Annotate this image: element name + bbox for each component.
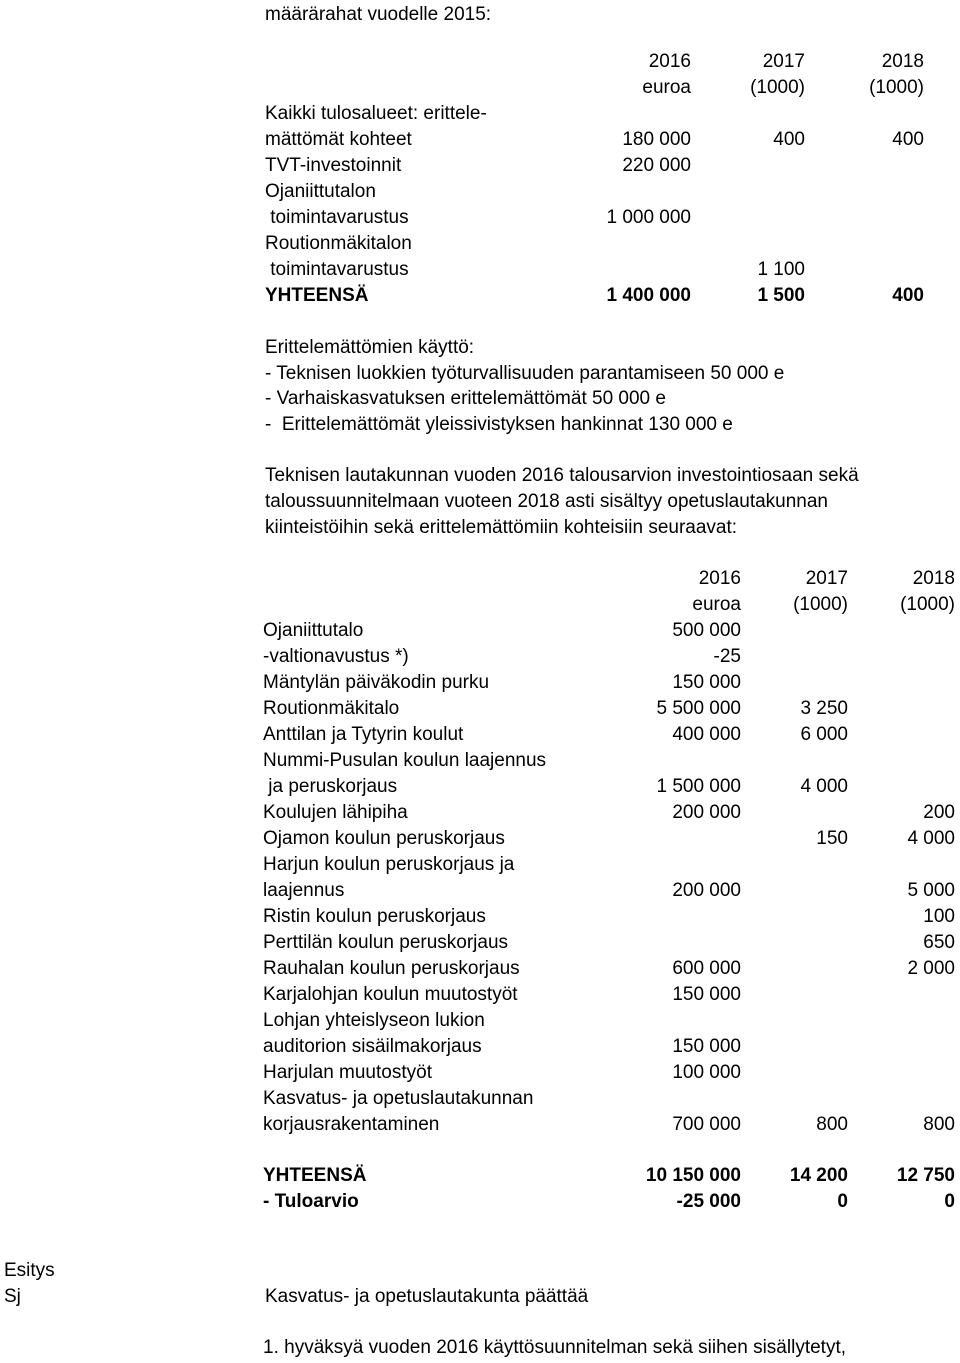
cell-2017: 2017 [805, 568, 848, 589]
cell-2016: 100 000 [672, 1062, 741, 1083]
cell-2017: 14 200 [789, 1165, 848, 1186]
row-label: YHTEENSÄ [265, 285, 369, 306]
cell-2018: 400 [892, 129, 924, 150]
usage-title: Erittelemättömien käyttö: [265, 337, 475, 358]
cell-2017: 800 [816, 1114, 848, 1135]
cell-2016: -25 [713, 646, 741, 667]
decision-text: Kasvatus- ja opetuslautakunta päättää [265, 1286, 589, 1307]
table-row [263, 696, 956, 722]
header-years [263, 566, 956, 592]
table-row [263, 982, 956, 1008]
row-label: laajennus [263, 880, 345, 901]
row-label: TVT-investoinnit [265, 155, 402, 176]
usage-item: - Teknisen luokkien työturvallisuuden parantamiseen 50 000 e [265, 363, 785, 384]
cell-2018: 200 [923, 802, 955, 823]
investment-table [263, 566, 956, 1216]
row-label: Kasvatus- ja opetuslautakunnan [263, 1088, 534, 1109]
row-label: -valtionavustus *) [263, 646, 409, 667]
header-units [263, 592, 956, 618]
row-label: Anttilan ja Tytyrin koulut [263, 724, 464, 745]
row-label: YHTEENSÄ [263, 1165, 367, 1186]
cell-2016: 10 150 000 [645, 1165, 741, 1186]
cell-2018: 0 [944, 1191, 955, 1212]
cell-2016: -25 000 [676, 1191, 741, 1212]
cell-2018: 5 000 [907, 880, 955, 901]
table-row [265, 127, 925, 153]
cell-2018: 650 [923, 932, 955, 953]
cell-2017: 0 [837, 1191, 848, 1212]
table-row [263, 722, 956, 748]
paragraph-line: Teknisen lautakunnan vuoden 2016 talousarvion investointiosaan sekä [265, 465, 859, 486]
cell-2017: 6 000 [800, 724, 848, 745]
table-row [265, 153, 925, 179]
row-label: mättömät kohteet [265, 129, 412, 150]
cell-2018: 4 000 [907, 828, 955, 849]
row-label: Nummi-Pusulan koulun laajennus [263, 750, 547, 771]
cell-2016: 1 000 000 [606, 207, 691, 228]
table-row [263, 1086, 956, 1112]
header-years [265, 49, 925, 75]
row-label: Lohjan yhteislyseon lukion [263, 1010, 485, 1031]
cell-2018: 12 750 [896, 1165, 955, 1186]
total-row [263, 1163, 956, 1189]
cell-2017: 3 250 [800, 698, 848, 719]
cell-2016: 5 500 000 [656, 698, 741, 719]
table-row [263, 930, 956, 956]
row-label: Karjalohjan koulun muutostyöt [263, 984, 518, 1005]
cell-2018: (1000) [900, 594, 955, 615]
cell-2018: 2018 [912, 568, 955, 589]
table-row [265, 231, 925, 257]
cell-2016: 200 000 [672, 880, 741, 901]
cell-2016: 700 000 [672, 1114, 741, 1135]
table-row [263, 904, 956, 930]
table-row [263, 1034, 956, 1060]
table-row [263, 748, 956, 774]
row-label: Harjun koulun peruskorjaus ja [263, 854, 515, 875]
row-label: Koulujen lähipiha [263, 802, 408, 823]
esitys-label: Esitys [4, 1260, 55, 1281]
row-label: Ojaniittutalo [263, 620, 364, 641]
cell-2017: (1000) [750, 77, 805, 98]
row-label: korjausrakentaminen [263, 1114, 440, 1135]
cell-2016: 1 400 000 [606, 285, 691, 306]
cell-2016: 150 000 [672, 984, 741, 1005]
cell-2016: 150 000 [672, 1036, 741, 1057]
cell-2016: 200 000 [672, 802, 741, 823]
paragraph-line: taloussuunnitelmaan vuoteen 2018 asti sisältyy opetuslautakunnan [265, 491, 828, 512]
row-label: Perttilän koulun peruskorjaus [263, 932, 509, 953]
heading: määrärahat vuodelle 2015: [265, 4, 492, 25]
table-row [265, 257, 925, 283]
row-label: Rauhalan koulun peruskorjaus [263, 958, 520, 979]
table-row [263, 670, 956, 696]
cell-2016: 1 500 000 [656, 776, 741, 797]
table-row [263, 1112, 956, 1138]
row-label: Ojaniittutalon [265, 181, 376, 202]
table-row [265, 101, 925, 127]
table-row [263, 956, 956, 982]
cell-2016: 2016 [698, 568, 741, 589]
cell-2017: 1 100 [757, 259, 805, 280]
cell-2017: 2017 [762, 51, 805, 72]
table-row [263, 1008, 956, 1034]
row-label: Routionmäkitalo [263, 698, 400, 719]
decision-item-1: 1. hyväksyä vuoden 2016 käyttösuunnitelman sekä siihen sisällytetyt, [263, 1337, 846, 1358]
row-label: Harjulan muutostyöt [263, 1062, 432, 1083]
row-label: Ristin koulun peruskorjaus [263, 906, 486, 927]
table-row [265, 205, 925, 231]
total-row [263, 1189, 956, 1215]
table-row [263, 800, 956, 826]
table-row [263, 774, 956, 800]
table-row [263, 826, 956, 852]
table-row [263, 878, 956, 904]
allocation-table-2015 [265, 49, 925, 319]
row-label: ja peruskorjaus [263, 776, 398, 797]
table-row [263, 852, 956, 878]
cell-2016: 400 000 [672, 724, 741, 745]
cell-2016: euroa [642, 77, 691, 98]
row-label: auditorion sisäilmakorjaus [263, 1036, 482, 1057]
cell-2018: 400 [892, 285, 924, 306]
row-label: - Tuloarvio [263, 1191, 359, 1212]
cell-2018: 800 [923, 1114, 955, 1135]
cell-2016: 600 000 [672, 958, 741, 979]
cell-2017: 4 000 [800, 776, 848, 797]
usage-item: - Erittelemättömät yleissivistyksen hankinnat 130 000 e [265, 414, 733, 435]
cell-2018: (1000) [869, 77, 924, 98]
cell-2017: 400 [773, 129, 805, 150]
cell-2016: 150 000 [672, 672, 741, 693]
cell-2018: 100 [923, 906, 955, 927]
table-row [263, 1060, 956, 1086]
table-row [265, 179, 925, 205]
cell-2017: 1 500 [757, 285, 805, 306]
table-row [263, 618, 956, 644]
cell-2017: (1000) [793, 594, 848, 615]
row-label: Ojamon koulun peruskorjaus [263, 828, 505, 849]
cell-2018: 2 000 [907, 958, 955, 979]
row-label: Routionmäkitalon [265, 233, 412, 254]
total-row [265, 283, 925, 309]
row-label: toimintavarustus [265, 259, 409, 280]
row-label: toimintavarustus [265, 207, 409, 228]
header-units [265, 75, 925, 101]
cell-2016: 220 000 [622, 155, 691, 176]
cell-2016: 500 000 [672, 620, 741, 641]
cell-2017: 150 [816, 828, 848, 849]
usage-item: - Varhaiskasvatuksen erittelemättömät 50 000 e [265, 388, 666, 409]
row-label: Kaikki tulosalueet: erittele- [265, 103, 487, 124]
cell-2016: euroa [692, 594, 741, 615]
row-label: Mäntylän päiväkodin purku [263, 672, 490, 693]
cell-2018: 2018 [881, 51, 924, 72]
table-row [263, 644, 956, 670]
paragraph-line: kiinteistöihin sekä erittelemättömiin kohteisiin seuraavat: [265, 517, 738, 538]
cell-2016: 180 000 [622, 129, 691, 150]
cell-2016: 2016 [648, 51, 691, 72]
sj-label: Sj [4, 1286, 21, 1307]
